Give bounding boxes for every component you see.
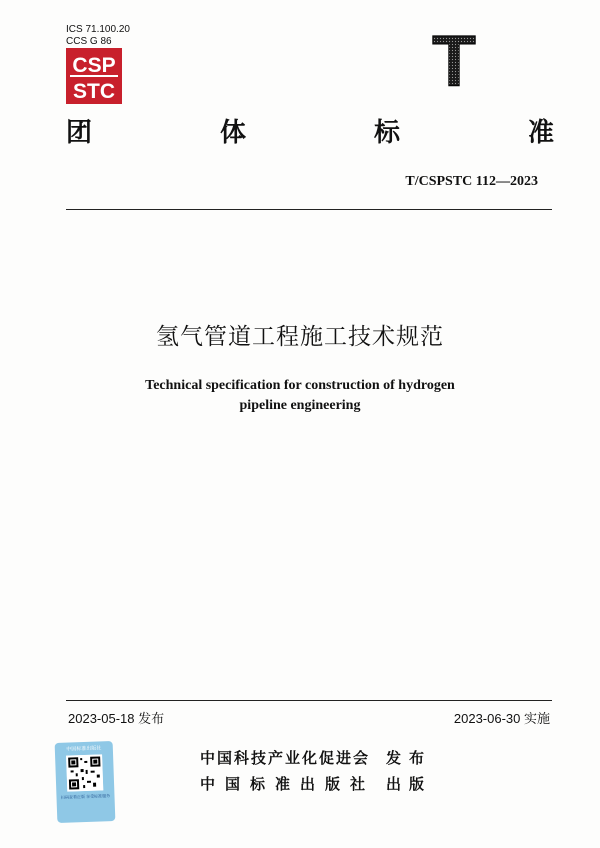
publish-date: 2023-05-18 发布 — [68, 711, 165, 726]
letter-t: T — [432, 28, 476, 90]
divider-top — [66, 209, 552, 210]
org-row — [200, 770, 432, 796]
qr-card-header: 中国标准出版社 — [66, 745, 102, 753]
english-title-line: Technical specification for construction of hydrogen — [145, 378, 455, 393]
cspstc-logo — [66, 48, 122, 104]
publisher-org-name: 中国科技产业化促进会 — [200, 748, 371, 767]
cspstc-logo-icon — [66, 48, 122, 104]
title-char: 团 — [66, 117, 93, 148]
qr-code-card[interactable] — [55, 741, 116, 823]
chinese-title: 氢气管道工程施工技术规范 — [156, 324, 444, 350]
divider-bottom — [66, 700, 552, 701]
press-org-role: 出版 — [386, 774, 433, 793]
standard-number: T/CSPSTC 112—2023 — [405, 174, 538, 189]
implement-date: 2023-06-30 实施 — [453, 711, 550, 726]
logo-text-top: CSP — [72, 54, 116, 77]
ccs-code: CCS G 86 — [66, 36, 112, 47]
qr-card-footer: 扫码查看正版 享受标准服务 — [60, 793, 111, 800]
title-char: 体 — [219, 117, 246, 148]
publisher-org-role: 发布 — [386, 748, 433, 767]
classification-codes — [66, 24, 130, 48]
org-row — [200, 744, 432, 770]
title-char: 准 — [527, 117, 554, 148]
ics-code: ICS 71.100.20 — [66, 24, 130, 35]
english-title-line: pipeline engineering — [239, 398, 361, 413]
standard-type-letter — [430, 28, 478, 90]
issuing-organizations — [200, 744, 432, 796]
title-char: 标 — [373, 117, 400, 148]
english-title — [0, 376, 600, 416]
qr-code-icon — [66, 754, 103, 791]
group-standard-title — [66, 110, 554, 150]
logo-text-bottom: STC — [73, 80, 115, 103]
press-org-name: 中国标准出版社 — [200, 774, 376, 793]
